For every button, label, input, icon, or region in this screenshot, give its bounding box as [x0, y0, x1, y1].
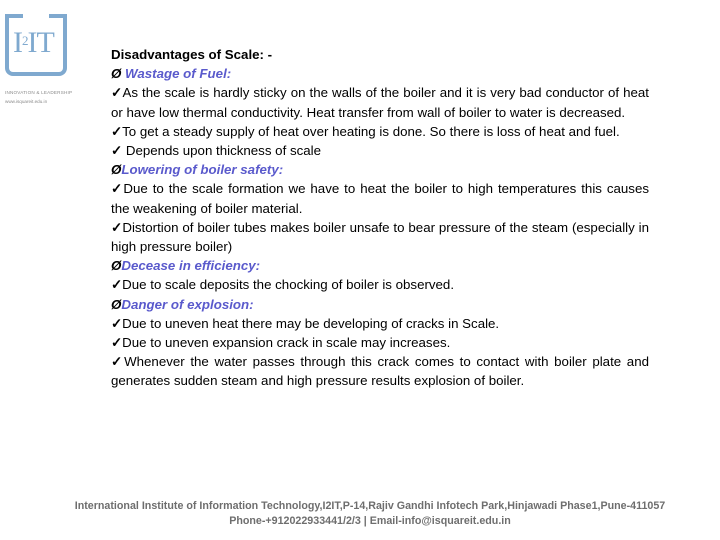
logo-text-sup: 2	[22, 33, 28, 48]
bullet-text: Depends upon thickness of scale	[122, 143, 321, 159]
section-title	[111, 295, 649, 314]
section-title-text: Decease in efficiency:	[121, 258, 261, 274]
section-title	[111, 256, 649, 275]
bullet-point	[111, 122, 649, 141]
bullet-text: Due to uneven expansion crack in scale may increases.	[122, 335, 451, 351]
logo-text-end: IT	[27, 26, 54, 59]
check-mark-icon: ✓	[111, 181, 124, 197]
bullet-text: Distortion of boiler tubes makes boiler unsafe to bear pressure of the steam (especially in high pressure boiler)	[111, 219, 649, 255]
slide-content	[111, 45, 649, 391]
bullet-point	[111, 179, 649, 217]
bullet-point	[111, 275, 649, 294]
footer-contact: Phone-+912022933441/2/3 | Email-info@isquareit.edu.in	[229, 515, 511, 527]
arrow-marker-icon: Ø	[111, 66, 126, 82]
bullet-text: Due to uneven heat there may be developing of cracks in Scale.	[122, 315, 500, 331]
section-title-text: Wastage of Fuel:	[125, 66, 232, 82]
bullet-text: Due to scale deposits the chocking of boiler is observed.	[122, 277, 455, 293]
slide-footer	[60, 499, 680, 529]
arrow-marker-icon: Ø	[111, 296, 122, 312]
arrow-marker-icon: Ø	[111, 258, 122, 274]
check-mark-icon: ✓	[111, 123, 123, 139]
check-mark-icon: ✓	[111, 85, 123, 101]
institute-logo	[5, 14, 73, 114]
section-title	[111, 64, 649, 83]
logo-text-main: I	[13, 26, 22, 59]
slide-heading: Disadvantages of Scale: -	[111, 47, 273, 62]
bullet-text: To get a steady supply of heat over heating is done. So there is loss of heat and fuel.	[122, 123, 620, 139]
bullet-point	[111, 352, 649, 390]
check-mark-icon: ✓	[111, 219, 123, 235]
bullet-point	[111, 314, 649, 333]
bullet-text: Whenever the water passes through this crack comes to contact with boiler plate and generates sudden steam and high pressure results explosion of boiler.	[111, 354, 649, 389]
section-title-text: Danger of explosion:	[121, 296, 254, 312]
bullet-text: As the scale is hardly sticky on the walls of the boiler and it is very bad conductor of heat or have low thermal conductivity. Heat transfer from wall of boiler to water is decreased.	[111, 85, 649, 120]
bullet-point	[111, 83, 649, 121]
check-mark-icon: ✓	[111, 277, 123, 293]
check-mark-icon: ✓	[111, 335, 123, 351]
check-mark-icon: ✓	[111, 315, 123, 331]
section-title-text: Lowering of boiler safety:	[121, 162, 284, 178]
check-mark-icon: ✓	[111, 354, 125, 370]
sections-container	[111, 64, 649, 390]
logo-url: www.isquareit.edu.in	[5, 99, 48, 104]
arrow-marker-icon: Ø	[111, 162, 122, 178]
logo-text	[13, 28, 54, 58]
logo-tagline: INNOVATION & LEADERSHIP	[5, 90, 73, 95]
bullet-point	[111, 218, 649, 256]
footer-address: International Institute of Information Technology,I2IT,P-14,Rajiv Gandhi Infotech Park,Hinjawadi Phase1,Pune-411057	[74, 500, 666, 512]
section-title	[111, 160, 649, 179]
bullet-point	[111, 141, 649, 160]
check-mark-icon: ✓	[111, 143, 123, 159]
bullet-text: Due to the scale formation we have to heat the boiler to high temperatures this causes the weakening of boiler material.	[111, 181, 649, 216]
bullet-point	[111, 333, 649, 352]
